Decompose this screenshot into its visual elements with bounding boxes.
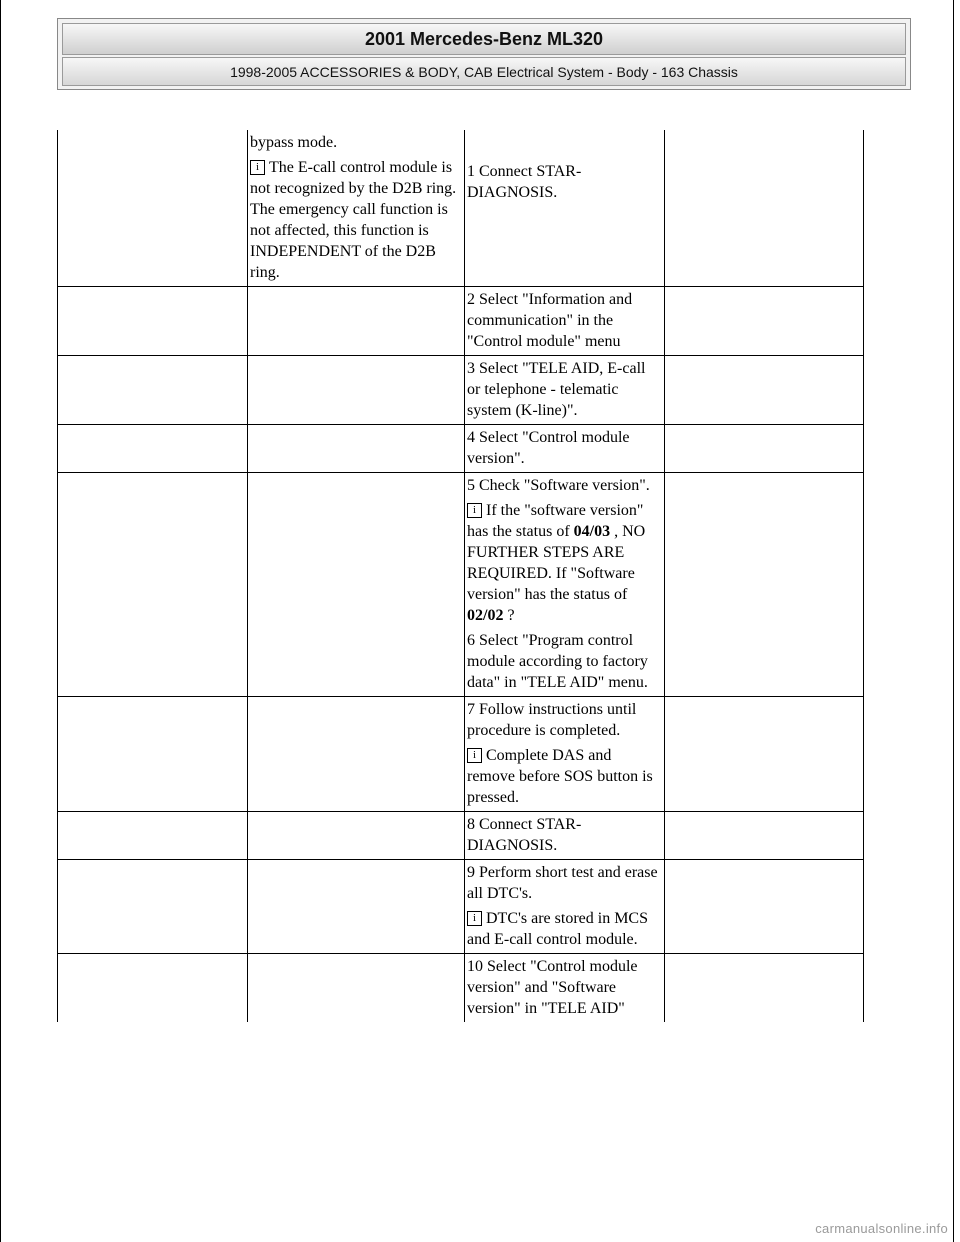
table-cell-step: [465, 954, 665, 1023]
step-text: 4 Select "Control module version".: [467, 429, 630, 467]
step-text: 3 Select "TELE AID, E-call or telephone - telematic system (K-line)".: [467, 360, 646, 419]
info-icon: i: [250, 160, 265, 175]
table-cell-step: [465, 860, 665, 954]
table-cell-empty: [58, 473, 248, 697]
procedure-table: [57, 130, 864, 1022]
table-cell-step: [465, 356, 665, 425]
info-icon: i: [467, 503, 482, 518]
page-right-edge-line: [953, 0, 954, 1242]
table-cell-empty: [248, 287, 465, 356]
table-cell-empty: [58, 356, 248, 425]
table-row: [58, 473, 864, 697]
step-text: 7 Follow instructions until procedure is completed.: [467, 701, 637, 739]
version-value: 04/03: [573, 523, 611, 540]
step-text: 9 Perform short test and erase all DTC's.: [467, 864, 658, 902]
note-text: DTC's are stored in MCS and E-call control module.: [467, 910, 648, 948]
table-cell-empty: [248, 697, 465, 812]
table-cell-step: [465, 130, 665, 287]
header-subtitle-bar: [62, 57, 906, 86]
document-title: 2001 Mercedes-Benz ML320: [364, 28, 604, 49]
info-note: [250, 157, 462, 283]
note-text-extra: The emergency call function is not affected, this function is INDEPENDENT of the D2B ring.: [250, 201, 448, 281]
table-cell-step: [465, 287, 665, 356]
page-left-edge-line: [0, 0, 1, 1242]
note-text: , NO FURTHER STEPS ARE REQUIRED. If "Software version" has the status of: [467, 523, 646, 603]
info-note: [467, 500, 662, 626]
note-text: Complete DAS and remove before SOS button is pressed.: [467, 747, 653, 806]
table-row: [58, 812, 864, 860]
table-cell-empty: [665, 812, 864, 860]
table-cell-empty: [665, 130, 864, 287]
table-cell-step: [465, 812, 665, 860]
table-cell-empty: [248, 356, 465, 425]
table-row: [58, 860, 864, 954]
note-text: The E-call control module is not recognized by the D2B ring.: [250, 159, 457, 197]
step-text: 2 Select "Information and communication" in the "Control module" menu: [467, 291, 633, 350]
info-note: [467, 908, 662, 950]
table-cell-empty: [665, 356, 864, 425]
header-title-bar: [62, 23, 906, 55]
table-cell-empty: [248, 860, 465, 954]
table-row: [58, 954, 864, 1023]
info-icon: i: [467, 911, 482, 926]
document-header: [57, 18, 911, 90]
version-value: 02/02: [467, 607, 504, 624]
table-cell-empty: [58, 130, 248, 287]
table-row: [58, 130, 864, 287]
table-cell-step: [465, 473, 665, 697]
step-text: 5 Check "Software version".: [467, 477, 650, 494]
table-row: [58, 425, 864, 473]
table-cell-empty: [248, 425, 465, 473]
step-text: 6 Select "Program control module according to factory data" in "TELE AID" menu.: [467, 632, 648, 691]
table-cell-empty: [58, 697, 248, 812]
table-cell-empty: [665, 425, 864, 473]
table-cell-empty: [665, 954, 864, 1023]
table-cell-empty: [665, 473, 864, 697]
watermark: carmanualsonline.info: [815, 1221, 948, 1236]
table-cell-empty: [248, 812, 465, 860]
table-row: [58, 697, 864, 812]
table-cell-step: [465, 697, 665, 812]
step-text: 1 Connect STAR-DIAGNOSIS.: [467, 163, 582, 201]
info-icon: i: [467, 748, 482, 763]
step-text: 8 Connect STAR-DIAGNOSIS.: [467, 816, 582, 854]
table-cell-empty: [58, 860, 248, 954]
table-cell-empty: [665, 860, 864, 954]
table-cell-empty: [58, 812, 248, 860]
note-text: If the "software version" has the status of: [467, 502, 644, 540]
table-cell-empty: [248, 954, 465, 1023]
table-cell-step: [465, 425, 665, 473]
cell-text: bypass mode.: [250, 134, 338, 151]
table-cell-empty: [665, 697, 864, 812]
info-note: [467, 745, 662, 808]
table-cell-empty: [248, 473, 465, 697]
table-row: [58, 356, 864, 425]
document-subtitle: 1998-2005 ACCESSORIES & BODY, CAB Electrical System - Body - 163 Chassis: [230, 63, 738, 80]
table-cell-empty: [665, 287, 864, 356]
table-row: [58, 287, 864, 356]
table-cell-empty: [58, 425, 248, 473]
step-text: 10 Select "Control module version" and "Software version" in "TELE AID": [467, 958, 638, 1017]
note-text: ?: [507, 607, 515, 624]
table-cell-condition: [248, 130, 465, 287]
table-cell-empty: [58, 287, 248, 356]
table-cell-empty: [58, 954, 248, 1023]
